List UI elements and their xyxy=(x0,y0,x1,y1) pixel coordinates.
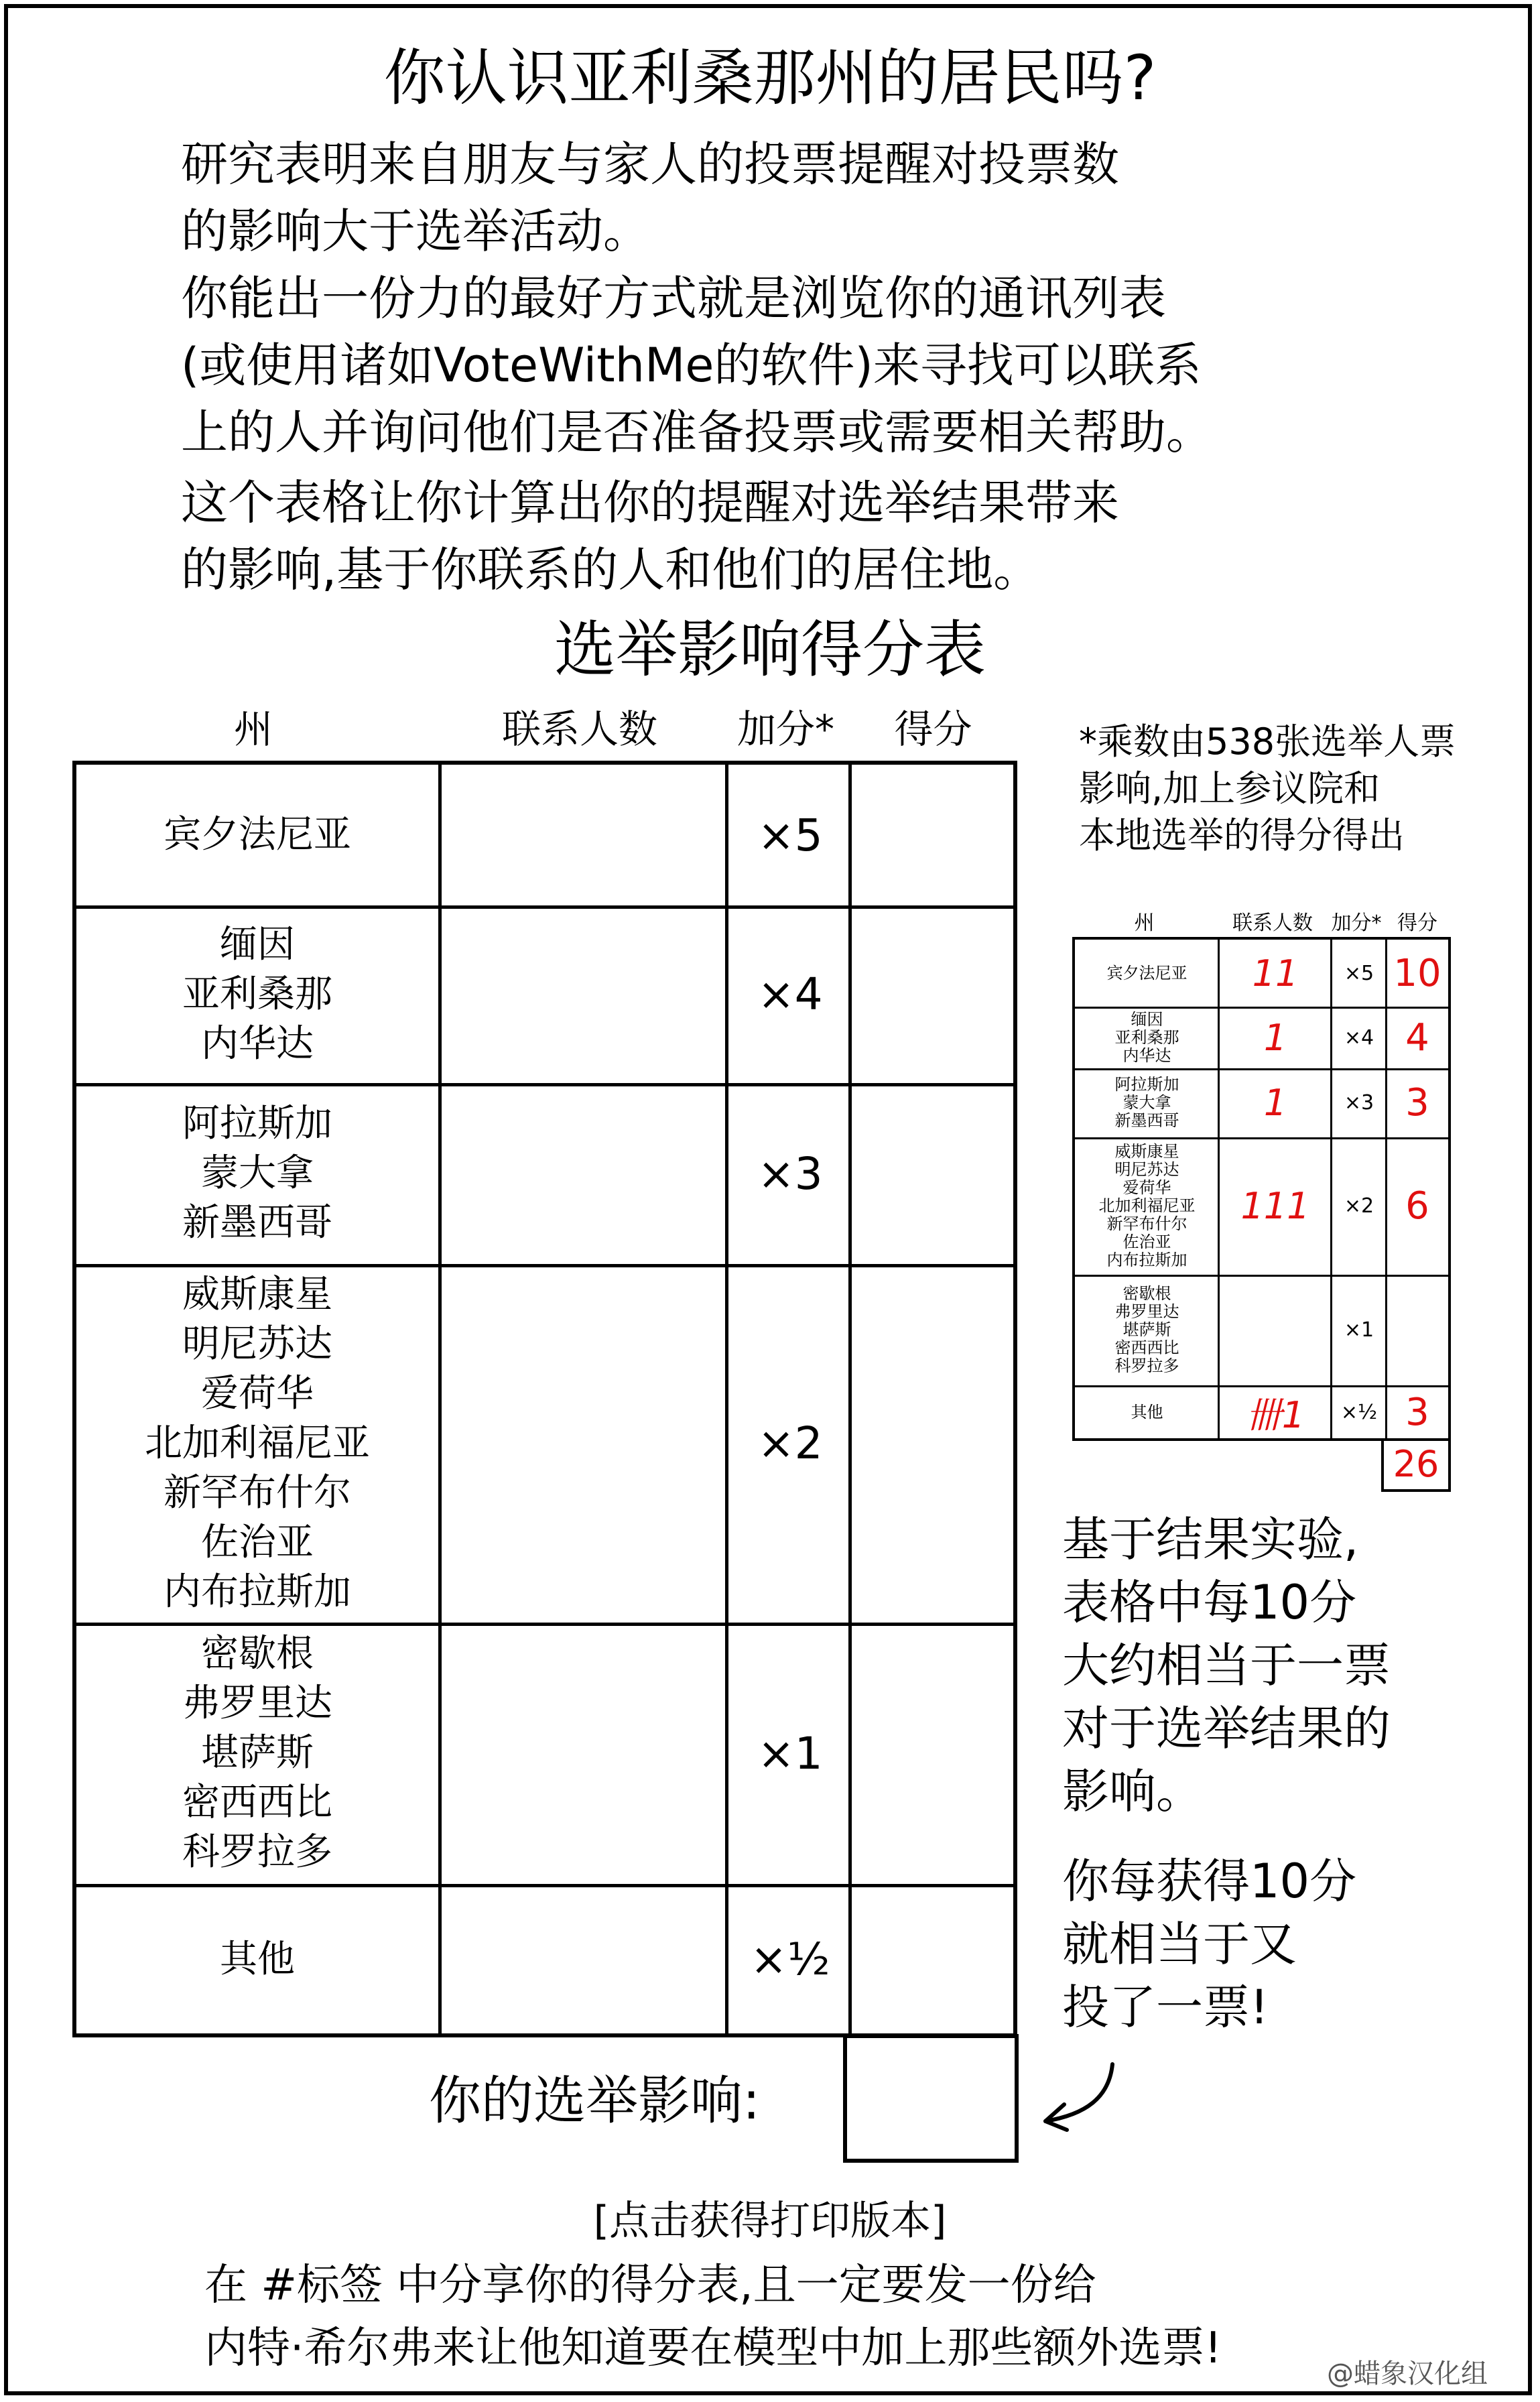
example-row-score-2: 4 xyxy=(1405,1015,1429,1060)
footer-share-text: 在 #标签 中分享你的得分表,且一定要发一份给 内特·希尔弗来让他知道要在模型中加上那些额外选票! xyxy=(204,2261,1222,2373)
example-header-bonus: 加分* xyxy=(1331,911,1382,935)
example-row-tally-2: 1 xyxy=(1263,1016,1287,1059)
example-row-multiplier-4: ×2 xyxy=(1344,1194,1374,1218)
example-row-states-2: 缅因 亚利桑那 内华达 xyxy=(1114,1009,1179,1065)
example-header-contacts: 联系人数 xyxy=(1232,911,1313,935)
example-row-score-4: 6 xyxy=(1405,1184,1429,1228)
example-row-states-1: 宾夕法尼亚 xyxy=(1106,963,1188,983)
example-row-multiplier-1: ×5 xyxy=(1344,961,1374,985)
example-row-tally-1: 11 xyxy=(1252,952,1299,995)
example-row-multiplier-5: ×1 xyxy=(1344,1318,1374,1342)
column-header-state: 州 xyxy=(233,706,273,752)
example-row-multiplier-2: ×4 xyxy=(1344,1025,1374,1050)
intro-paragraph-1: 研究表明来自朋友与家人的投票提醒对投票数 的影响大于选举活动。 xyxy=(181,137,1119,259)
example-header-score: 得分 xyxy=(1397,911,1437,935)
total-label: 你的选举影响: xyxy=(429,2071,761,2131)
multiplier-note: *乘数由538张选举人票 影响,加上参议院和 本地选举的得分得出 xyxy=(1079,720,1456,857)
row-states-4: 威斯康星 明尼苏达 爱荷华 北加利福尼亚 新罕布什尔 佐治亚 内布拉斯加 xyxy=(145,1272,370,1614)
example-row-states-3: 阿拉斯加 蒙大拿 新墨西哥 xyxy=(1114,1075,1179,1130)
print-version-link[interactable]: [点击获得打印版本] xyxy=(593,2198,947,2245)
example-row-states-5: 密歇根 弗罗里达 堪萨斯 密西西比 科罗拉多 xyxy=(1114,1284,1179,1375)
example-table xyxy=(1072,937,1451,1441)
row-multiplier-5: ×1 xyxy=(757,1727,823,1779)
example-row-score-1: 10 xyxy=(1393,951,1441,995)
column-header-bonus: 加分* xyxy=(736,706,834,752)
example-row-tally-5 xyxy=(1219,1275,1332,1385)
example-row-tally-6: 卌1 xyxy=(1245,1393,1305,1436)
example-row-score-5 xyxy=(1387,1275,1448,1385)
arrow-icon xyxy=(1032,2058,1133,2138)
example-row-multiplier-6: ×½ xyxy=(1340,1400,1378,1424)
side-text-conversion: 基于结果实验, 表格中每10分 大约相当于一票 对于选举结果的 影响。 xyxy=(1062,1512,1391,1819)
row-states-5: 密歇根 弗罗里达 堪萨斯 密西西比 科罗拉多 xyxy=(182,1632,332,1874)
example-total-score: 26 xyxy=(1381,1438,1451,1492)
example-row-states-4: 威斯康星 明尼苏达 爱荷华 北加利福尼亚 新罕布什尔 佐治亚 内布拉斯加 xyxy=(1098,1142,1196,1269)
total-score-box[interactable] xyxy=(843,2034,1019,2163)
side-text-extra-vote: 你每获得10分 就相当于又 投了一票! xyxy=(1062,1854,1357,2035)
example-row-tally-3: 1 xyxy=(1263,1082,1287,1124)
intro-paragraph-2: 你能出一份力的最好方式就是浏览你的通讯列表 (或使用诸如VoteWithMe的软件)来寻找可以联系 上的人并询问他们是否准备投票或需要相关帮助。 xyxy=(181,271,1213,460)
row-multiplier-4: ×2 xyxy=(757,1417,823,1469)
intro-paragraph-3: 这个表格让你计算出你的提醒对选举结果带来 的影响,基于你联系的人和他们的居住地。 xyxy=(181,475,1119,597)
row-multiplier-3: ×3 xyxy=(757,1147,823,1200)
row-multiplier-1: ×5 xyxy=(757,809,823,861)
row-states-3: 阿拉斯加 蒙大拿 新墨西哥 xyxy=(182,1102,332,1245)
translator-credit: @蜡象汉化组 xyxy=(1327,2358,1488,2389)
scorecard-heading: 选举影响得分表 xyxy=(554,614,986,686)
example-row-multiplier-3: ×3 xyxy=(1344,1091,1374,1115)
example-row-score-3: 3 xyxy=(1405,1081,1429,1125)
row-states-1: 宾夕法尼亚 xyxy=(164,813,351,857)
row-states-2: 缅因 亚利桑那 内华达 xyxy=(182,922,332,1066)
example-header-state: 州 xyxy=(1134,911,1155,935)
column-header-score: 得分 xyxy=(894,706,972,752)
row-states-6: 其他 xyxy=(220,1937,295,1981)
row-multiplier-6: ×½ xyxy=(750,1934,830,1985)
example-row-score-6: 3 xyxy=(1405,1390,1429,1434)
column-header-contacts: 联系人数 xyxy=(501,706,657,752)
comic-title: 你认识亚利桑那州的居民吗? xyxy=(383,42,1157,114)
row-multiplier-2: ×4 xyxy=(757,968,823,1020)
example-row-states-6: 其他 xyxy=(1131,1402,1163,1421)
scorecard-table xyxy=(72,761,1017,2037)
example-row-tally-4: 111 xyxy=(1240,1185,1310,1227)
